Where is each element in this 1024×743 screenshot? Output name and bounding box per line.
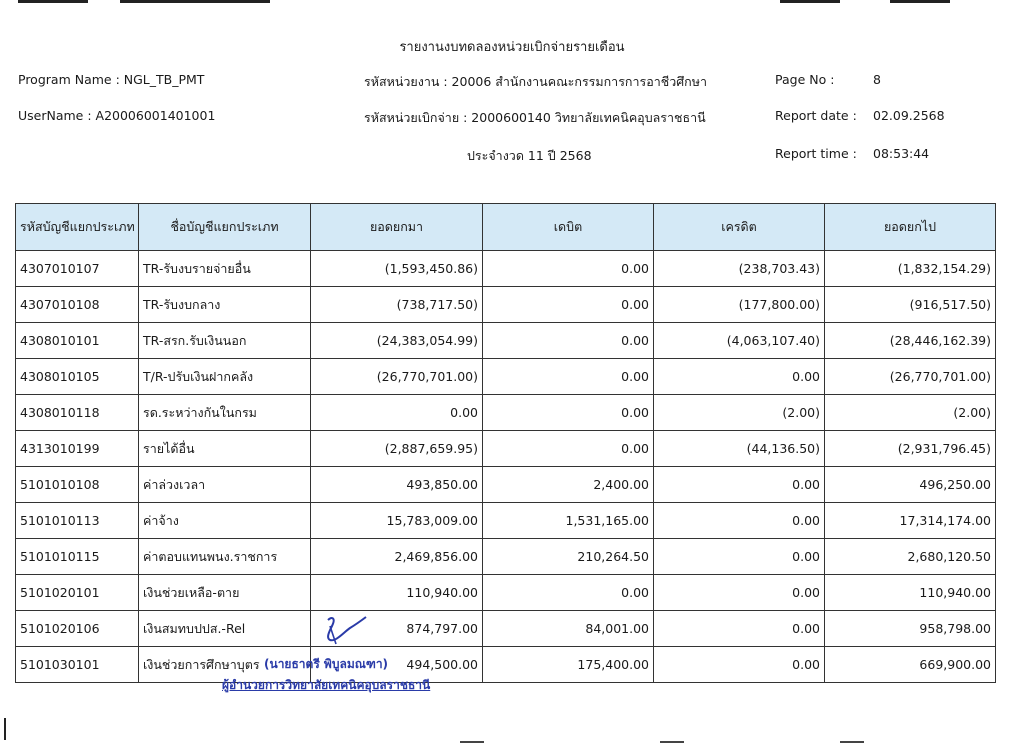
cell-closing-balance: 17,314,174.00: [825, 503, 996, 539]
cell-credit: (238,703.43): [654, 251, 825, 287]
cell-credit: (2.00): [654, 395, 825, 431]
scan-edge-top: [0, 0, 1024, 4]
col-header-debit: เดบิต: [483, 204, 654, 251]
col-header-account-code: รหัสบัญชีแยกประเภท: [16, 204, 139, 251]
cell-debit: 0.00: [483, 251, 654, 287]
cell-account-code: 5101010115: [16, 539, 139, 575]
table-row: [16, 647, 996, 683]
cell-debit: 175,400.00: [483, 647, 654, 683]
scan-edge-left: [4, 718, 6, 740]
cell-opening-balance: (24,383,054.99): [311, 323, 483, 359]
cell-opening-balance: 874,797.00: [311, 611, 483, 647]
cell-closing-balance: 110,940.00: [825, 575, 996, 611]
cell-account-code: 5101030101: [16, 647, 139, 683]
cell-debit: 0.00: [483, 287, 654, 323]
cell-account-code: 4308010105: [16, 359, 139, 395]
cell-opening-balance: (2,887,659.95): [311, 431, 483, 467]
cell-account-name: ค่าจ้าง: [139, 503, 311, 539]
cell-credit: (177,800.00): [654, 287, 825, 323]
table-row: [16, 287, 996, 323]
cell-credit: (44,136.50): [654, 431, 825, 467]
cell-debit: 1,531,165.00: [483, 503, 654, 539]
cell-account-name: รด.ระหว่างกันในกรม: [139, 395, 311, 431]
cell-account-code: 4313010199: [16, 431, 139, 467]
disbursing-unit: รหัสหน่วยเบิกจ่าย : 2000600140 วิทยาลัยเทคนิคอุบลราชธานี: [364, 110, 706, 125]
cell-opening-balance: 110,940.00: [311, 575, 483, 611]
cell-debit: 210,264.50: [483, 539, 654, 575]
cell-closing-balance: (28,446,162.39): [825, 323, 996, 359]
col-header-credit: เครดิต: [654, 204, 825, 251]
table-row: [16, 395, 996, 431]
col-header-opening-balance: ยอดยกมา: [311, 204, 483, 251]
cell-credit: 0.00: [654, 359, 825, 395]
table-row: [16, 467, 996, 503]
cell-debit: 84,001.00: [483, 611, 654, 647]
col-header-closing-balance: ยอดยกไป: [825, 204, 996, 251]
cell-account-name: รายได้อื่น: [139, 431, 311, 467]
signatory-name: (นายธาตรี พิบูลมณฑา): [264, 657, 389, 671]
cell-account-code: 5101020106: [16, 611, 139, 647]
cell-closing-balance: 496,250.00: [825, 467, 996, 503]
report-period: ประจำงวด 11 ปี 2568: [467, 148, 592, 163]
cell-account-name: เงินสมทบปปส.-Rel: [139, 611, 311, 647]
cell-closing-balance: (2.00): [825, 395, 996, 431]
signature-scribble-icon: [322, 614, 368, 648]
report-time-label: Report time :: [775, 146, 857, 161]
cell-account-code: 5101020101: [16, 575, 139, 611]
table-row: [16, 539, 996, 575]
cell-opening-balance: 494,500.00: [311, 647, 483, 683]
cell-account-code: 4307010107: [16, 251, 139, 287]
cell-opening-balance: (738,717.50): [311, 287, 483, 323]
table-row: [16, 575, 996, 611]
cell-account-name: TR-รับงบกลาง: [139, 287, 311, 323]
cell-closing-balance: 2,680,120.50: [825, 539, 996, 575]
trial-balance-table: [15, 203, 996, 683]
program-name: Program Name : NGL_TB_PMT: [18, 72, 205, 87]
cell-account-name: T/R-ปรับเงินฝากคลัง: [139, 359, 311, 395]
cell-opening-balance: 493,850.00: [311, 467, 483, 503]
cell-debit: 0.00: [483, 359, 654, 395]
cell-opening-balance: (26,770,701.00): [311, 359, 483, 395]
cell-debit: 0.00: [483, 323, 654, 359]
cell-account-code: 5101010113: [16, 503, 139, 539]
table-row: [16, 431, 996, 467]
page-no-label: Page No :: [775, 72, 835, 87]
username: UserName : A20006001401001: [18, 108, 216, 123]
cell-account-name: TR-สรก.รับเงินนอก: [139, 323, 311, 359]
cell-account-code: 4308010118: [16, 395, 139, 431]
cell-credit: 0.00: [654, 467, 825, 503]
report-date-value: 02.09.2568: [873, 108, 945, 123]
cell-credit: 0.00: [654, 647, 825, 683]
agency-code: รหัสหน่วยงาน : 20006 สำนักงานคณะกรรมการการอาชีวศึกษา: [364, 74, 708, 89]
table-row: [16, 503, 996, 539]
cell-closing-balance: 669,900.00: [825, 647, 996, 683]
report-time-value: 08:53:44: [873, 146, 930, 161]
cell-opening-balance: (1,593,450.86): [311, 251, 483, 287]
cell-closing-balance: (2,931,796.45): [825, 431, 996, 467]
cell-closing-balance: (916,517.50): [825, 287, 996, 323]
cell-closing-balance: (26,770,701.00): [825, 359, 996, 395]
cell-credit: 0.00: [654, 503, 825, 539]
cell-opening-balance: 2,469,856.00: [311, 539, 483, 575]
cell-credit: (4,063,107.40): [654, 323, 825, 359]
cell-account-name: ค่าล่วงเวลา: [139, 467, 311, 503]
cell-debit: 0.00: [483, 431, 654, 467]
table-row: [16, 251, 996, 287]
cell-credit: 0.00: [654, 575, 825, 611]
col-header-account-name: ชื่อบัญชีแยกประเภท: [139, 204, 311, 251]
report-title: รายงานงบทดลองหน่วยเบิกจ่ายรายเดือน: [399, 40, 625, 55]
cell-credit: 0.00: [654, 539, 825, 575]
cell-account-name: TR-รับงบรายจ่ายอื่น: [139, 251, 311, 287]
cell-debit: 0.00: [483, 575, 654, 611]
page-no-value: 8: [873, 72, 881, 87]
cell-account-code: 5101010108: [16, 467, 139, 503]
table-row: [16, 359, 996, 395]
cell-account-name: เงินช่วยเหลือ-ตาย: [139, 575, 311, 611]
cell-account-code: 4307010108: [16, 287, 139, 323]
cell-opening-balance: 15,783,009.00: [311, 503, 483, 539]
cell-account-code: 4308010101: [16, 323, 139, 359]
cell-closing-balance: 958,798.00: [825, 611, 996, 647]
table-header-row: [16, 204, 996, 251]
table-row: [16, 611, 996, 647]
cell-debit: 2,400.00: [483, 467, 654, 503]
cell-opening-balance: 0.00: [311, 395, 483, 431]
table-row: [16, 323, 996, 359]
cell-debit: 0.00: [483, 395, 654, 431]
cell-credit: 0.00: [654, 611, 825, 647]
cell-account-name: เงินช่วยการศึกษาบุตร: [139, 647, 311, 683]
cell-closing-balance: (1,832,154.29): [825, 251, 996, 287]
cell-account-name: ค่าตอบแทนพนง.ราชการ: [139, 539, 311, 575]
signatory-title: ผู้อำนวยการวิทยาลัยเทคนิคอุบลราชธานี: [222, 678, 431, 692]
report-date-label: Report date :: [775, 108, 857, 123]
